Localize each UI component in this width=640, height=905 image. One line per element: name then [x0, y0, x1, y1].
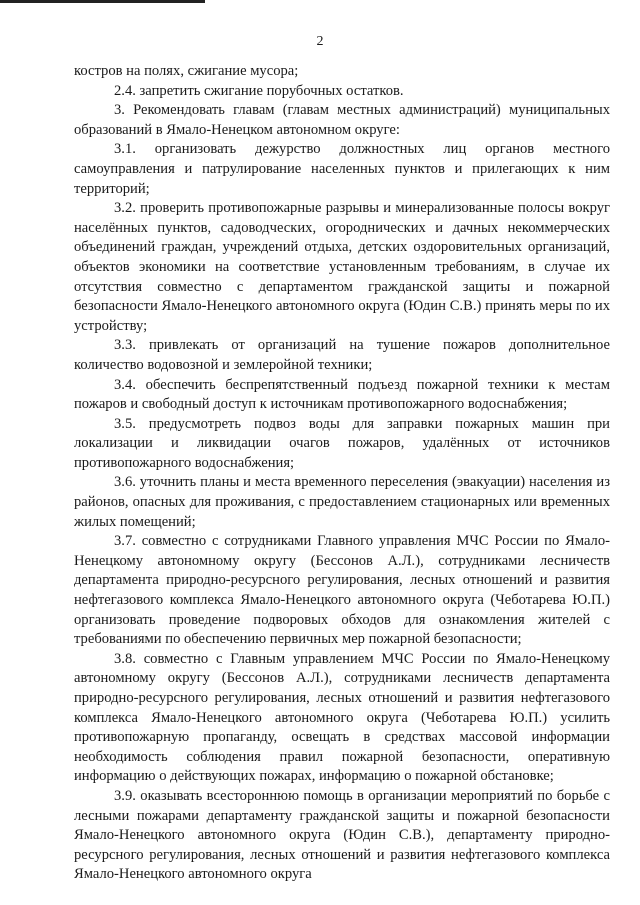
paragraph-3-9: 3.9. оказывать всестороннюю помощь в организации мероприятий по борьбе с лесными пожарами департаменту гражданской защиты и пожарной безопасности Ямало-Ненецкого автономного округа (Юдин С.В.), департаменту природно-ресурсного регулирования, лесных отношений и развития нефтегазового комплекса Ямало-Ненецкого автономного округа: [74, 787, 610, 883]
paragraph-3-6: 3.6. уточнить планы и места временного переселения (эвакуации) населения из районов, опасных для проживания, с предоставлением стационарных или временных жилых помещений;: [74, 474, 610, 530]
paragraph-3-8: 3.8. совместно с Главным управлением МЧС России по Ямало-Ненецкому автономному округу (Бессонов А.Л.), сотрудниками лесничеств департамента природно-ресурсного регулирования, лесных отношений и развития нефтегазового комплекса Ямало-Ненецкого автономного округа (Чеботарева Ю.П.) усилить противопожарную пропаганду, освещать в средствах массовой информации необходимость соблюдения правил пожарной безопасности, оперативную информацию о действующих пожарах, информацию о пожарной обстановке;: [74, 650, 610, 785]
paragraph-3-2: 3.2. проверить противопожарные разрывы и минерализованные полосы вокруг населённых пунктов, садоводческих, огороднических и дачных некоммерческих объединений граждан, учреждений отдыха, детских оздоровительных организаций, объектов экономики на соответствие установленным требованиям, в случае их отсутствия совместно с департаментом гражданской защиты и пожарной безопасности Ямало-Ненецкого автономного округа (Юдин С.В.) принять меры по их устройству;: [74, 200, 610, 334]
document-body: [74, 62, 610, 885]
page-number: 2: [316, 34, 324, 49]
paragraph-3-1: 3.1. организовать дежурство должностных лиц органов местного самоуправления и патрулирование населенных пунктов и прилегающих к ним территорий;: [74, 141, 610, 197]
paragraph-3-7: 3.7. совместно с сотрудниками Главного управления МЧС России по Ямало-Ненецкому автономному округу (Бессонов А.Л.), сотрудниками лесничеств департамента природно-ресурсного регулирования, лесных отношений и развития нефтегазового комплекса Ямало-Ненецкого автономного округа (Чеботарева Ю.П.) организовать проведение подворовых обходов для ознакомления жителей с требованиями по обеспечению первичных мер пожарной безопасности;: [74, 533, 610, 648]
paragraph-3-4: 3.4. обеспечить беспрепятственный подъезд пожарной техники к местам пожаров и свободный доступ к источникам противопожарного водоснабжения;: [74, 376, 610, 413]
paragraph-continuation: костров на полях, сжигание мусора;: [74, 63, 299, 79]
paragraph-3-3: 3.3. привлекать от организаций на тушение пожаров дополнительное количество водовозной и землеройной техники;: [74, 337, 610, 373]
top-rule-line: [0, 0, 205, 3]
paragraph-3-5: 3.5. предусмотреть подвоз воды для заправки пожарных машин при локализации и ликвидации очагов пожаров, удалённых от источников противопожарного водоснабжения;: [74, 415, 610, 471]
paragraph-3: 3. Рекомендовать главам (главам местных администраций) муниципальных образований в Ямало-Ненецком автономном округе:: [74, 102, 610, 138]
paragraph-2-4: 2.4. запретить сжигание порубочных остатков.: [114, 82, 404, 99]
